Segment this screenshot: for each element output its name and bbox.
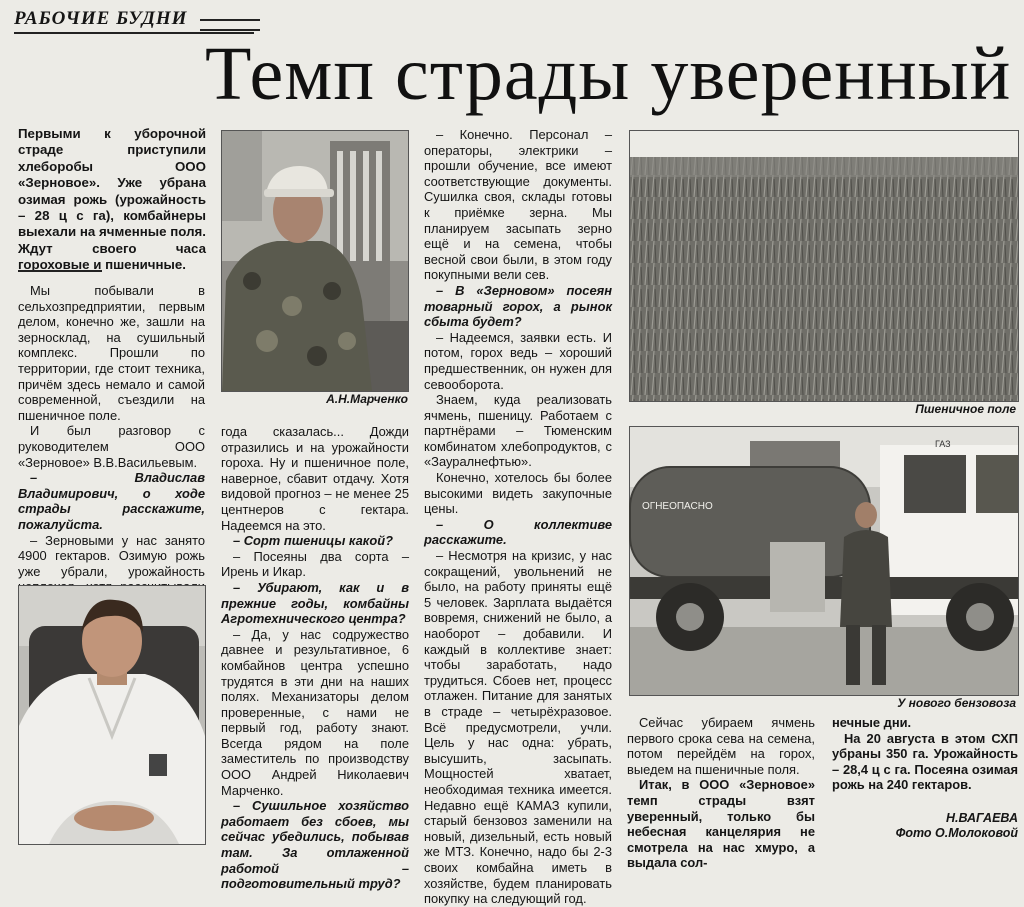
author-signature: Н.ВАГАЕВА [945, 811, 1018, 825]
paragraph: И был разговор с руководителем ООО «Зерновое» В.В.Васильевым. [18, 423, 205, 470]
paragraph: нечные дни. [832, 715, 912, 730]
photo-credit: Фото О.Молоковой [895, 826, 1018, 840]
column-1 [18, 283, 205, 583]
question: – Сушильное хозяйство работает без сбоев, мы сейчас убедились, побывав там. За отлаженной работой – подготовительный труд? [221, 798, 409, 892]
caption-field: Пшеничное поле [915, 402, 1016, 416]
field-photo [629, 130, 1019, 402]
paragraph: – Конечно. Персонал – операторы, электрики – прошли обучение, все имеют соответствующие документы. Сушилка своя, склады готовы к приёмке зерна. Мы планируем засыпать зерно ещё и на семена, чтобы весной свои были, в этом году покупными вели сев. [424, 127, 612, 283]
column-5 [832, 715, 1018, 805]
question: – Убирают, как и в прежние годы, комбайны Агротехнического центра? [221, 579, 409, 627]
paragraph: Мы побывали в сельхозпредприятии, первым делом, конечно же, зашли на зерносклад, на сушильный комплекс. Прошли по территории, где стоит техника, причём здесь немало и самой современной, съездили на пшеничное поле. [18, 283, 205, 423]
paragraph: Сейчас убираем ячмень первого срока сева на семена, потом перейдём на горох, выедем на пшеничные поля. [627, 715, 815, 777]
lead-paragraph: Первыми к уборочной страде приступили хлеборобы ООО «Зерновое». Уже убрана озимая рожь (урожайность – 28 ц с га), комбайнеры выехали на ячменные поля. Ждут своего часа гороховые и пшеничные. [18, 126, 206, 273]
column-3 [424, 127, 612, 907]
paragraph: года сказалась... Дожди отразились и на урожайности гороха. Ну и пшеничное поле, наверное, сбавит отдачу. Хотя видовой прогноз – не менее 25 центнеров с гектара. Надеемся на это. [221, 424, 409, 533]
column-2 [221, 424, 409, 892]
man-at-desk-icon [19, 586, 205, 844]
lead-divider [18, 270, 102, 272]
paragraph: Конечно, хотелось бы более высокими видеть закупочные цены. [424, 470, 612, 517]
question: – О коллективе расскажите. [424, 516, 612, 548]
paragraph: – Посеяны два сорта – Ирень и Икар. [221, 548, 409, 580]
question: – Сорт пшеницы какой? [233, 533, 393, 549]
man-in-camouflage-icon [222, 131, 408, 391]
paragraph: – Зерновыми у нас занято 4900 гектаров. Озимую рожь уже убрали, урожайность [18, 532, 205, 579]
question: – Владислав Владимирович, о ходе страды расскажите, пожалуйста. [18, 470, 205, 532]
column-4 [627, 715, 815, 871]
paragraph: – Надеемся, заявки есть. И потом, горох ведь – хороший предшественник, он нужен для севооборота. [424, 329, 612, 392]
tank-label: ОГНЕОПАСНО [642, 501, 713, 512]
rubric-decoration [200, 19, 260, 31]
marchenko-photo [221, 130, 409, 392]
paragraph: – Несмотря на кризис, у нас сокращений, увольнений не было, на работу приняты ещё 5 человек. Зарплата выдаётся вовремя, снижений не было, а наоборот – добавили. И каждый в коллективе знает: чтобы заработать, надо трудиться. Сбоев нет, процесс отлажен. Питание для занятых в страде – четырёхразовое. Всё предусмотрели, учли. Цель у нас одна: убрать, высушить, засыпать. Мощностей хватает, необходимая техника имеется. Недавно ещё КАМАЗ купили, старый бензовоз заменили на новый, дизельный, есть новый же МТЗ. Конечно, надо бы 2-3 своих комбайна иметь в хозяйстве, будем планировать покупку на следующий год. [424, 548, 612, 907]
rubric: РАБОЧИЕ БУДНИ [14, 8, 254, 34]
truck-photo [629, 426, 1019, 696]
caption-marchenko: А.Н.Марченко [326, 392, 408, 406]
caption-truck: У нового бензовоза [897, 696, 1016, 710]
paragraph: – Да, у нас содружество давнее и результативное, 6 комбайнов центра успешно трудятся в эти дни на наших полях. Механизаторы делом проверенные, с нами не первый год, работу знают. Всегда рядом на поле заместитель по производству ООО Андрей Николаевич Марченко. [221, 626, 409, 798]
paragraph: На 20 августа в этом СХП убраны 350 га. Урожайность – 28,4 ц с га. Посеяна озимая рожь на 240 гектаров. [832, 730, 1018, 793]
question: – В «Зерновом» посеян товарный горох, а рынок сбыта будет? [424, 282, 612, 330]
paragraph: Знаем, куда реализовать ячмень, пшеницу. Работаем с партнёрами – Тюменским комбинатом хлебопродуктов, с «Зауралнефтью». [424, 392, 612, 470]
headline: Темп страды уверенный [205, 32, 1012, 116]
vasiliev-photo [18, 585, 206, 845]
fuel-truck-icon [630, 427, 1018, 695]
cab-label: ГАЗ [935, 439, 951, 449]
wheat-field-icon [630, 131, 1018, 401]
paragraph-bold: Итак, в ООО «Зерновое» темп страды взят уверенный, только бы небесная канцелярия не смотрела на нас хмуро, а выдала сол- [627, 777, 815, 871]
